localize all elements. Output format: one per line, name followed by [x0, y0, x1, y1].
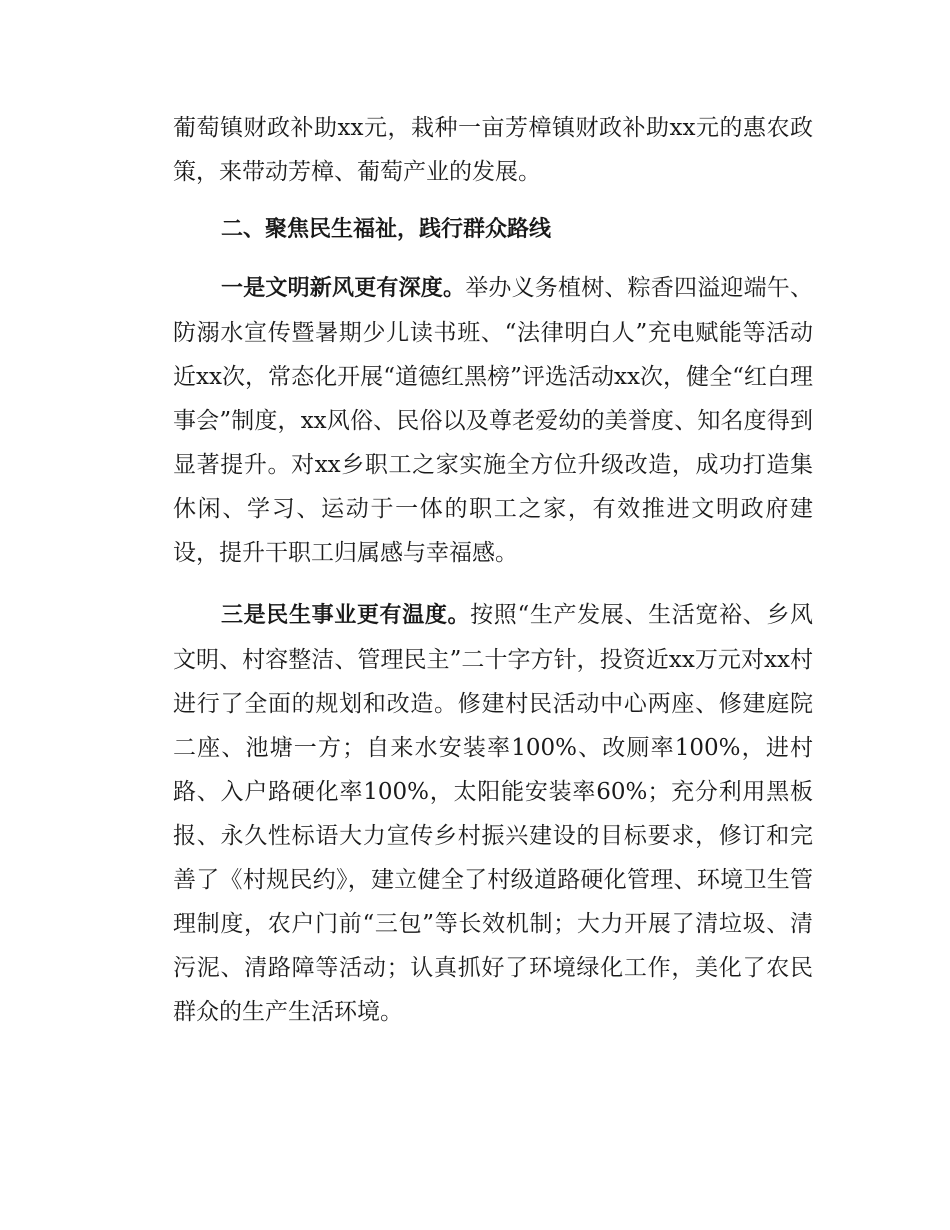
section-heading: 二、聚焦民生福祉，践行群众路线: [221, 217, 552, 242]
continuation-paragraph: 葡萄镇财政补助xx元，栽种一亩芳樟镇财政补助xx元的惠农政策，来带动芳樟、葡萄产业的发展。: [173, 115, 813, 185]
document-body: [173, 106, 813, 1034]
paragraph-livelihood-lead: 三是民生事业更有温度。: [221, 603, 471, 628]
paragraph-civilization: [173, 266, 813, 575]
paragraph-livelihood-body: 按照“生产发展、生活宽裕、乡风文明、村容整洁、管理民主”二十字方针，投资近xx万元对xx村进行了全面的规划和改造。修建村民活动中心两座、修建庭院二座、池塘一方；自来水安装率100%、改厕率100%，进村路、入户路硬化率100%，太阳能安装率60%；充分利用黑板报、永久性标语大力宣传乡村振兴建设的目标要求，修订和完善了《村规民约》，建立健全了村级道路硬化管理、环境卫生管理制度，农户门前“三包”等长效机制；大力开展了清垃圾、清污泥、清路障等活动；认真抓好了环境绿化工作，美化了农民群众的生产生活环境。: [173, 602, 813, 1025]
paragraph-civilization-body: 举办义务植树、粽香四溢迎端午、防溺水宣传暨暑期少儿读书班、“法律明白人”充电赋能等活动近xx次，常态化开展“道德红黑榜”评选活动xx次，健全“红白理事会”制度，xx风俗、民俗以及尊老爱幼的美誉度、知名度得到显著提升。对xx乡职工之家实施全方位升级改造，成功打造集休闲、学习、运动于一体的职工之家，有效推进文明政府建设，提升干职工归属感与幸福感。: [173, 275, 813, 566]
paragraph-civilization-lead: 一是文明新风更有深度。: [221, 276, 466, 301]
paragraph-livelihood: [173, 593, 813, 1034]
